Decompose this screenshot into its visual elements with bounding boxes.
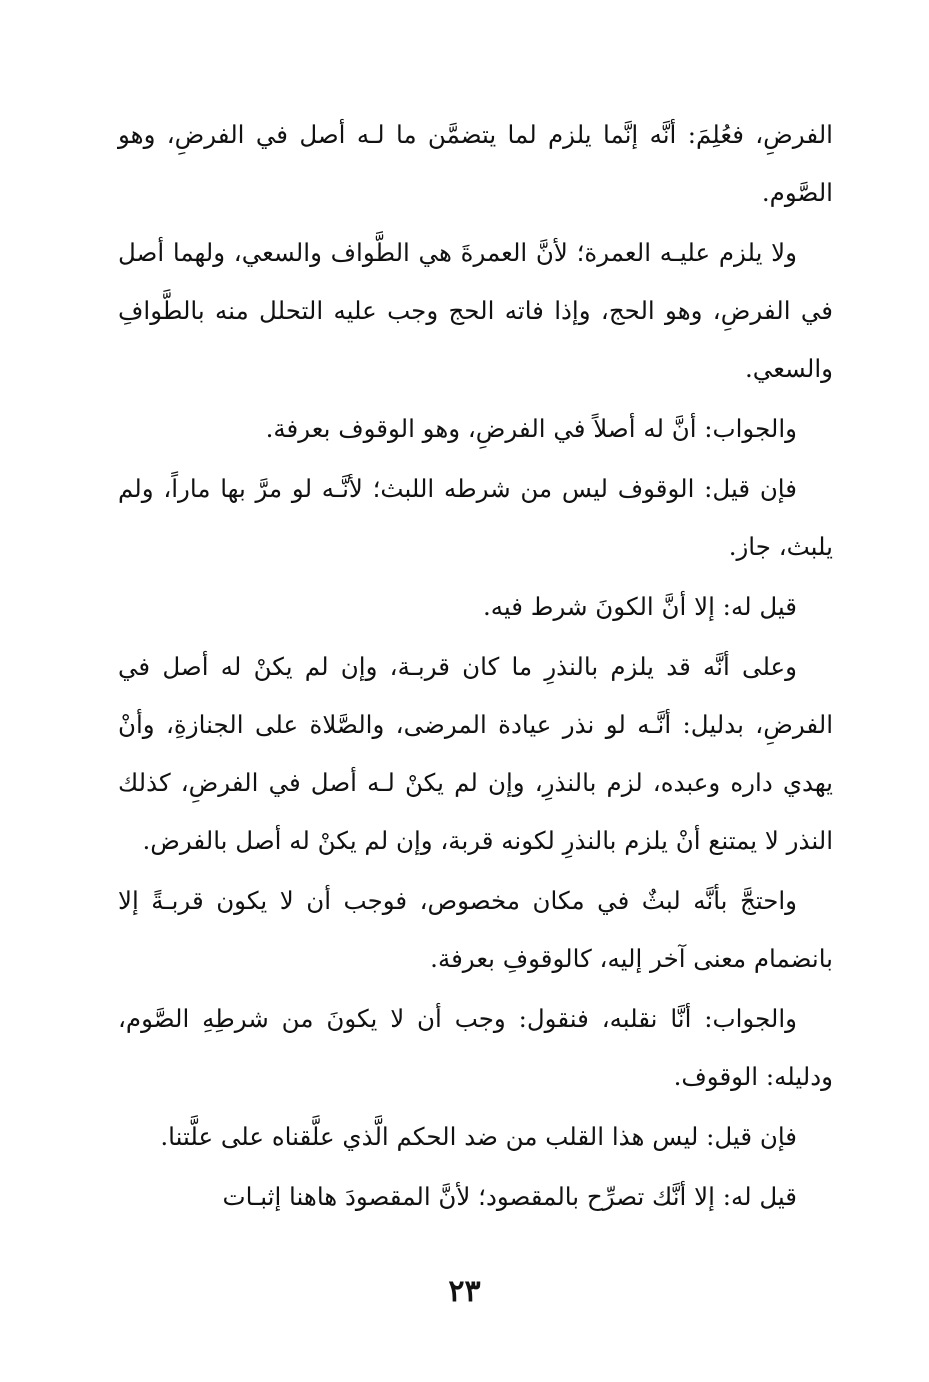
paragraph-objection-lubth: فإن قيل: الوقوف ليس من شرطه اللبث؛ لأنَّـه لو مرَّ بها ماراً، ولم يلبث، جاز. — [118, 474, 833, 561]
paragraph-objection-qalb: فإن قيل: ليس هذا القلب من ضد الحكم الَّذي علَّقناه على علَّتنا. — [160, 1122, 797, 1151]
paragraph-answer-arafah: والجواب: أنَّ له أصلاً في الفرضِ، وهو الوقوف بعرفة. — [265, 414, 797, 443]
body-text — [118, 106, 833, 1228]
paragraph-reply-kawn: قيل له: إلا أنَّ الكونَ شرط فيه. — [482, 592, 797, 621]
paragraph-counter-argument: واحتجَّ بأنَّه لبثٌ في مكان مخصوص، فوجب أن لا يكون قربـةً إلا بانضمام معنى آخر إليه، كالوقوفِ بعرفة. — [118, 886, 833, 973]
paragraph-continuation: الفرضِ، فعُلِمَ: أنَّه إنَّما يلزم لما يتضمَّن ما لـه أصل في الفرضِ، وهو الصَّوم. — [118, 120, 833, 207]
paragraph-umrah-objection: ولا يلزم عليـه العمرة؛ لأنَّ العمرةَ هي الطَّواف والسعي، ولهما أصل في الفرضِ، وهو الحج، وإذا فاته الحج وجب عليه التحلل منه بالطَّوافِ والسعي. — [118, 238, 833, 383]
paragraph-nadhr: وعلى أنَّه قد يلزم بالنذرِ ما كان قربـة، وإن لم يكنْ له أصل في الفرضِ، بدليل: أنَّـه لو نذر عيادة المرضى، والصَّلاة على الجنازةِ، وأنْ يهدي داره وعبده، لزم بالنذرِ، وإن لم يكنْ لـه أصل في الفرضِ، كذلك النذر لا يمتنع أنْ يلزم بالنذرِ لكونه قربة، وإن لم يكنْ له أصل بالفرض. — [118, 652, 833, 855]
paragraph-answer-qalb: والجواب: أنَّا نقلبه، فنقول: وجب أن لا يكونَ من شرطِهِ الصَّوم، ودليله: الوقوف. — [118, 1004, 833, 1091]
paragraph-reply-maqsud: قيل له: إلا أنَّك تصرِّح بالمقصود؛ لأنَّ المقصودَ هاهنا إثبـات — [222, 1182, 797, 1211]
page-number: ٢٣ — [448, 1274, 481, 1309]
